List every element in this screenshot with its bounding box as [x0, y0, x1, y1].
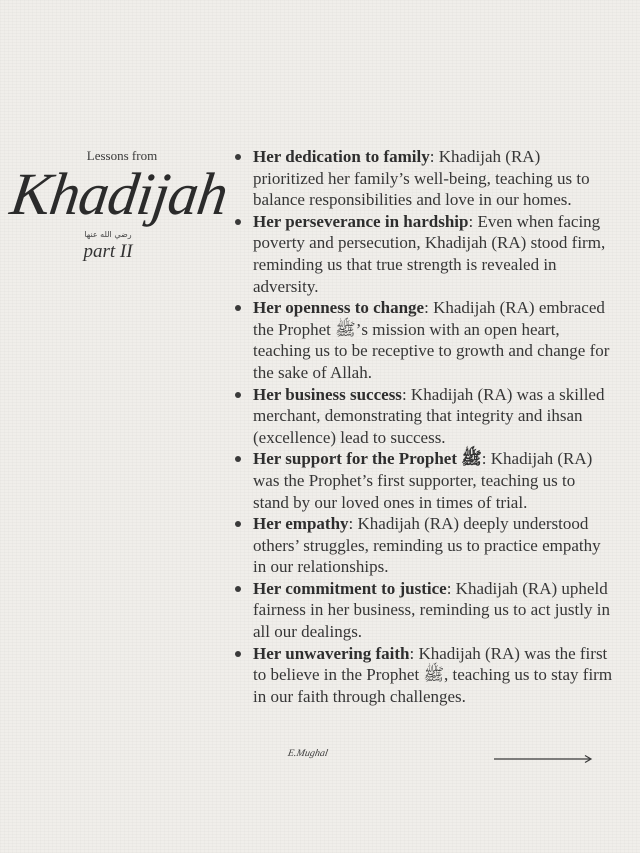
- list-item: [232, 384, 614, 449]
- bullet-icon: [235, 651, 241, 657]
- bullet-icon: [235, 219, 241, 225]
- lesson-title: Her business success: [253, 384, 402, 404]
- list-item: [232, 578, 614, 643]
- lesson-text: : Khadijah (RA) deeply understood others’ struggles, reminding us to practice empathy in our relationships.: [253, 514, 601, 577]
- lesson-title: Her commitment to justice: [253, 578, 447, 598]
- lesson-text: : Khadijah (RA) upheld fairness in her business, reminding us to act justly in all our dealings.: [253, 578, 610, 642]
- bullet-icon: [235, 456, 241, 462]
- bullet-icon: [235, 392, 241, 398]
- honorific-label: رضي الله عنها: [84, 230, 132, 239]
- list-item: [232, 146, 614, 211]
- list-item: [232, 448, 614, 513]
- part-label: part II: [83, 241, 133, 262]
- lesson-title: Her dedication to family: [253, 147, 430, 166]
- lesson-text: : Khadijah (RA) embraced the Prophet ﷺ’s mission with an open heart, teaching us to be receptive to growth and change for the sake of Allah.: [253, 298, 610, 382]
- arrow-right-icon[interactable]: [494, 752, 594, 766]
- lesson-text: : Khadijah (RA) was the Prophet’s first supporter, teaching us to stand by our loved ones in times of trial.: [253, 449, 593, 512]
- list-item: [232, 643, 614, 708]
- lesson-text: : Even when facing poverty and persecution, Khadijah (RA) stood firm, reminding us that true strength is revealed in adversity.: [253, 211, 606, 296]
- lesson-title: Her support for the Prophet ﷺ: [253, 449, 482, 469]
- lesson-title: Her perseverance in hardship: [253, 211, 469, 231]
- lesson-text: : Khadijah (RA) was a skilled merchant, demonstrating that integrity and ihsan (excellence) lead to success.: [253, 384, 605, 447]
- lesson-title: Her empathy: [253, 514, 349, 534]
- lesson-text: : Khadijah (RA) prioritized her family’s well-being, teaching us to balance responsibilities and love in our homes.: [253, 147, 590, 210]
- bullet-icon: [235, 521, 241, 527]
- lessons-list: [232, 146, 614, 707]
- title-block: [6, 148, 232, 263]
- lesson-title: Her unwavering faith: [253, 643, 410, 663]
- list-item: [232, 211, 614, 297]
- list-item: [232, 297, 614, 383]
- signature: E.Mughal: [287, 748, 329, 759]
- bullet-icon: [235, 305, 241, 311]
- page-title: Khadijah: [6, 161, 232, 227]
- lessons-from-label: Lessons from: [86, 148, 158, 163]
- list-item: [232, 513, 614, 578]
- lesson-text: : Khadijah (RA) was the first to believe in the Prophet ﷺ, teaching us to stay firm in our faith through challenges.: [253, 643, 613, 706]
- bullet-icon: [235, 154, 241, 160]
- lesson-title: Her openness to change: [253, 298, 425, 318]
- bullet-icon: [235, 586, 241, 592]
